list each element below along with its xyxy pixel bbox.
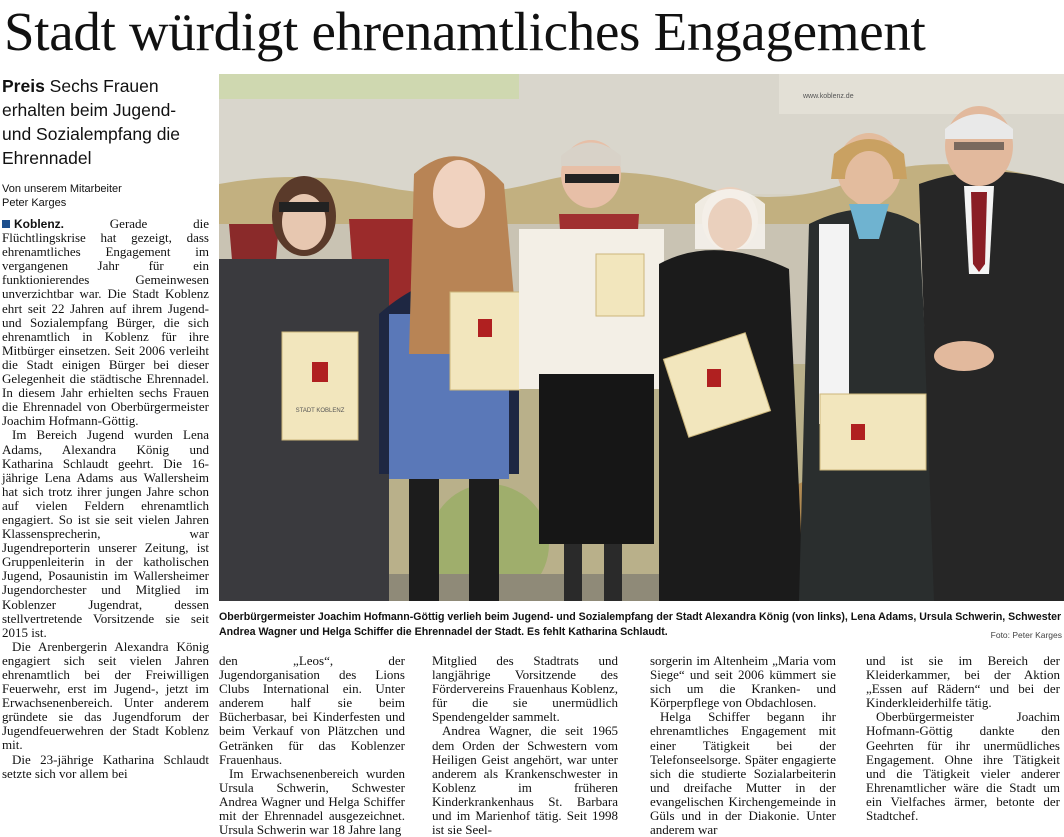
byline-line1: Von unserem Mitarbeiter — [2, 183, 122, 195]
article-column-2 — [432, 654, 618, 837]
dateline-location: Koblenz. — [14, 217, 64, 231]
article-body-left — [2, 217, 209, 781]
banner-text: www.koblenz.de — [803, 93, 854, 100]
article-photo — [219, 74, 1064, 601]
subhead-kicker: Preis — [2, 76, 45, 96]
article-column-3 — [650, 654, 836, 837]
article-column-1 — [219, 654, 405, 837]
photo-credit: Foto: Peter Karges — [990, 630, 1062, 640]
paragraph: Andrea Wagner, die seit 1965 dem Orden der Schwestern vom Heiligen Geist angehört, war unter anderem als Krankenschwester in Koblenz im früheren Kinderkrankenhaus St. Barbara und im Marienhof tätig. Seit 1998 ist sie Seel- — [432, 723, 618, 837]
paragraph — [2, 217, 209, 428]
paragraph: Helga Schiffer begann ihr ehrenamtliches Engagement mit einer Tätigkeit bei der Telefonseelsorge. Später engagierte sich die studierte Sozialarbeiterin und dreifache Mutter in der evangelischen Kirchengemeinde in Güls und in der Diakonie. Unter anderem war — [650, 709, 836, 837]
paragraph: Oberbürgermeister Joachim Hofmann-Göttig dankte den Geehrten für ihr unermüdliches Engagement. Ohne ihre Tätigkeit und die Tätigkeit vieler anderer Ehrenamtlicher wäre die Stadt um ein Vielfaches ärmer, betonte der Stadtchef. — [866, 709, 1060, 824]
headline: Stadt würdigt ehrenamtliches Engagement — [4, 1, 926, 62]
paragraph: Mitglied des Stadtrats und langjährige Vorsitzende des Fördervereins Frauenhaus Koblenz, für die sie unermüdlich Spendengelder sammelt. — [432, 653, 618, 725]
square-bullet-icon — [2, 220, 10, 228]
paragraph: Im Bereich Jugend wurden Lena Adams, Alexandra König und Katharina Schlaudt geehrt. Die 16-jährige Lena Adams aus Wallersheim hat sich trotz ihrer jungen Jahre schon auf vielen Feldern ehrenamtlich engagiert. So ist sie seit vielen Jahren Klassensprecherin, war Jugendreporterin unserer Zeitung, ist Gruppenleiterin in der katholischen Jugend, Posaunistin im Wallersheimer Jugendorchester und Mitglied im Koblenzer Jugendrat, dessen stellvertretende Vorsitzende sie seit 2015 ist. — [2, 427, 209, 640]
subhead-text: Sechs Frauen erhalten beim Jugend- und Sozialempfang die Ehrennadel — [2, 76, 181, 168]
paragraph: Im Erwachsenenbereich wurden Ursula Schwerin, Schwester Andrea Wagner und Helga Schiffer mit der Ehrennadel ausgezeichnet. Ursula Schwerin war 18 Jahre lang — [219, 765, 405, 837]
paragraph: und ist sie im Bereich der Kleiderkammer, bei der Aktion „Essen auf Rädern“ und bei der Kinderkleiderhilfe tätig. — [866, 653, 1060, 711]
paragraph-text: Gerade die Flüchtlingskrise hat gezeigt, dass ehrenamtliches Engagement im vergangenen Jahr für ein funktionierendes Gemeinwesen unverzichtbar war. Die Stadt Koblenz ehrt seit 22 Jahren auf ihrem Jugend- und Sozialempfang Bürger, die sich ehrenamtlich in Koblenz für ihre Mitbürger einsetzen. Seit 2006 verleiht die Stadt einigen Bürger bei dieser Gelegenheit die städtische Ehrennadel. In diesem Jahr erhielten sechs Frauen die Ehrennadel von Oberbürgermeister Joachim Hofmann-Göttig. — [2, 216, 209, 429]
photo-caption: Oberbürgermeister Joachim Hofmann-Göttig verlieh beim Jugend- und Sozialempfang der Stadt Alexandra König (von links), Lena Adams, Ursula Schwerin, Schwester Andrea Wagner und Helga Schiffer die Ehrennadel der Stadt. Es fehlt Katharina Schlaudt. — [219, 611, 1062, 638]
paragraph: sorgerin im Altenheim „Maria vom Siege“ und seit 2006 kümmert sie sich um die Kranken- und Körperpflege von Obdachlosen. — [650, 653, 836, 711]
article-column-4 — [866, 654, 1060, 823]
paragraph: Die 23-jährige Katharina Schlaudt setzte sich vor allem bei — [2, 751, 209, 781]
certificate-text: STADT KOBLENZ — [295, 408, 345, 414]
byline-author: Peter Karges — [2, 197, 67, 209]
paragraph: den „Leos“, der Jugendorganisation des Lions Clubs International ein. Unter anderem half sie beim Bücherbasar, bei Kinderfesten und beim Verkauf von Plätzchen und Getränken für das Koblenzer Frauenhaus. — [219, 653, 405, 767]
subheadline — [2, 74, 209, 170]
left-column — [2, 74, 209, 781]
paragraph: Die Arenbergerin Alexandra König engagiert sich seit vielen Jahren ehrenamtlich bei der Freiwilligen Feuerwehr, erst im Jugend-, jetzt im Erwachsenenbereich. Unter anderem gründete sie das Jugendforum der Jugendfeuerwehren der Stadt Koblenz mit. — [2, 638, 209, 753]
byline — [2, 182, 209, 210]
